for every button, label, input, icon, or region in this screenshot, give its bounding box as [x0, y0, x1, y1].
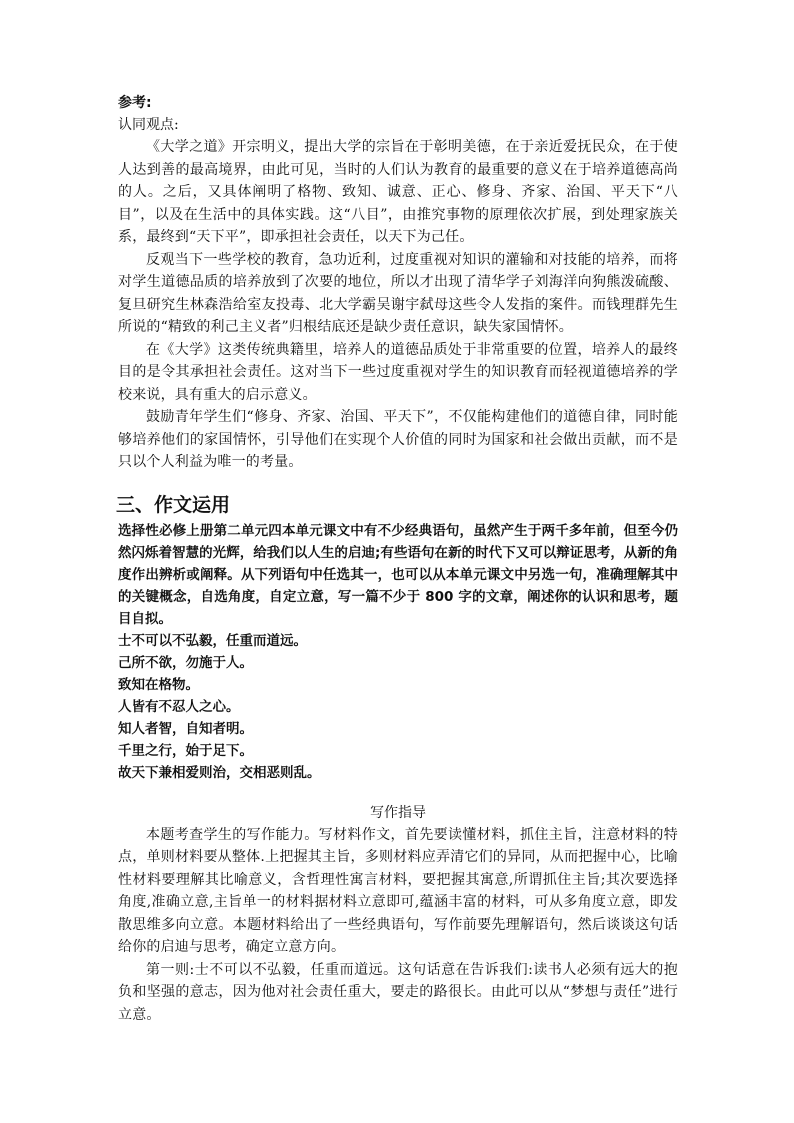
- reference-paragraph-2: 反观当下一些学校的教育，急功近利，过度重视对知识的灌输和对技能的培养，而将对学生道德品质的培养放到了次要的地位，所以才出现了清华学子刘海洋向狗熊泼硫酸、复旦研究生林森浩给室友投毒、北大学霸吴谢宇弑母这些令人发指的案件。而钱理群先生所说的“精致的利己主义者”归根结底还是缺少责任意识，缺失家国情怀。: [118, 251, 678, 335]
- quote-item: 千里之行，始于足下。: [118, 742, 253, 759]
- section-title: 三、作文运用: [116, 493, 231, 516]
- reference-paragraph-3: 在《大学》这类传统典籍里，培养人的道德品质处于非常重要的位置，培养人的最终目的是令其承担社会责任。这对当下一些过度重视对学生的知识教育而轻视道德培养的学校来说，具有重大的启示意义。: [118, 341, 678, 403]
- guide-paragraph-1: 本题考查学生的写作能力。写材料作文，首先要读懂材料，抓住主旨，注意材料的特点，单则材料要从整体.上把握其主旨，多则材料应弄清它们的异同，从而把握中心，比喻性材料要理解其比喻意义，含哲理性寓言材料，要把握其寓意,所谓抓住主旨;其次要选择角度,准确立意,主旨单一的材料据材料立意即可,蕴涵丰富的材料，可从多角度立意，即发散思维多向立意。本题材料给出了一些经典语句，写作前要先理解语句，然后谈谈这句话给你的启迪与思考，确定立意方向。: [118, 826, 678, 955]
- quote-item: 致知在格物。: [118, 676, 199, 693]
- guide-paragraph-2: 第一则:士不可以不弘毅，任重而道远。这句话意在告诉我们:读书人必须有远大的抱负和坚强的意志，因为他对社会责任重大，要走的路很长。由此可以从“梦想与责任”进行立意。: [118, 961, 678, 1023]
- quote-item: 知人者智，自知者明。: [118, 720, 253, 737]
- reference-paragraph-1: 《大学之道》开宗明义，提出大学的宗旨在于彰明美德，在于亲近爱抚民众，在于使人达到善的最高境界，由此可见，当时的人们认为教育的最重要的意义在于培养道德高尚的人。之后，又具体阐明了格物、致知、诚意、正心、修身、齐家、治国、平天下“八目”，以及在生活中的具体实践。这“八目”，由推究事物的原理依次扩展，到处理家族关系，最终到“天下平”，即承担社会责任，以天下为己任。: [118, 139, 678, 245]
- quote-item: 人皆有不忍人之心。: [118, 698, 240, 715]
- quote-item: 己所不欲，勿施于人。: [118, 654, 253, 671]
- reference-intro: 认同观点:: [118, 117, 179, 133]
- document-page: [118, 92, 678, 1026]
- quote-item: 故天下兼相爱则治，交相恶则乱。: [118, 764, 321, 781]
- guide-title: 写作指导: [370, 804, 426, 821]
- essay-prompt: 选择性必修上册第二单元四本单元课文中有不少经典语句，虽然产生于两千多年前，但至今仍然闪烁着智慧的光辉，给我们以人生的启迪;有些语句在新的时代下又可以辩证思考，从新的角度作出辨析或阐释。从下列语句中任选其一，也可以从本单元课文中另选一句，准确理解其中的关键概念，自选角度，自定立意，写一篇不少于 800 字的文章，阐述你的认识和思考，题目自拟。: [118, 522, 678, 627]
- reference-paragraph-4: 鼓励青年学生们“修身、齐家、治国、平天下”，不仅能构建他们的道德自律，同时能够培养他们的家国情怀，引导他们在实现个人价值的同时为国家和社会做出贡献，而不是只以个人利益为唯一的考量。: [118, 409, 678, 470]
- reference-label: 参考:: [118, 95, 152, 111]
- quote-item: 士不可以不弘毅，任重而道远。: [118, 632, 307, 649]
